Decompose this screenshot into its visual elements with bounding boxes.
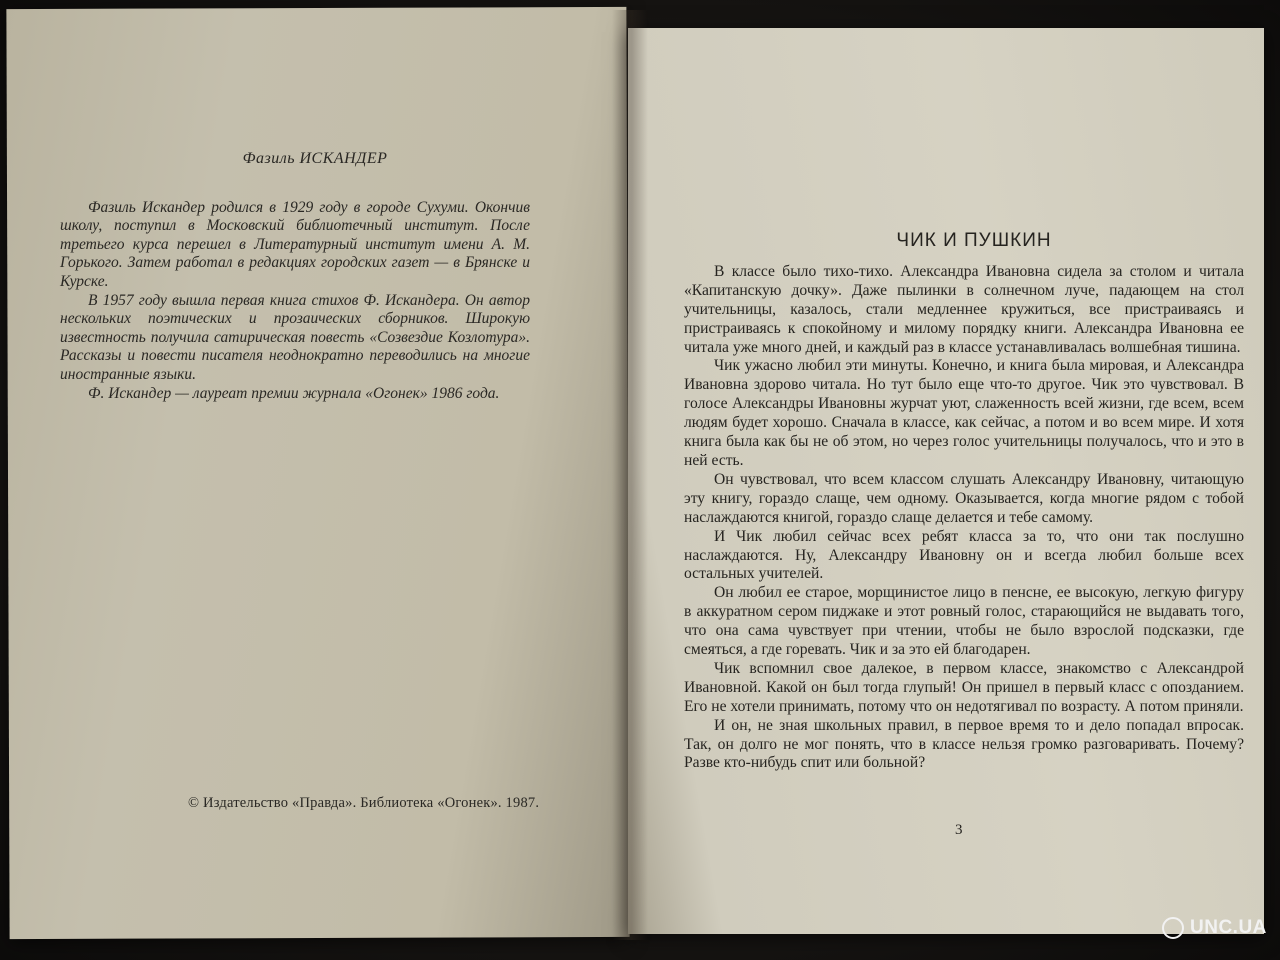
story-paragraph: Он любил ее старое, морщинистое лицо в пенсне, ее высокую, легкую фигуру в аккуратном сером пиджаке и этот ровный голос, старающийся не выдавать того, что она сама чувствует при чтении, чтобы не было взрослой подсказки, где смеяться, а где горевать. Чик и за это ей благодарен. xyxy=(684,584,1244,659)
book-spine xyxy=(612,10,648,940)
author-heading: Фазиль ИСКАНДЕР xyxy=(242,150,388,167)
story-paragraph: Он чувствовал, что всем классом слушать Александру Ивановну, читающую эту книгу, гораздо слаще, чем одному. Оказывается, когда многие рядом с тобой наслаждаются книгой, гораздо слаще делается и тебе самому. xyxy=(684,470,1244,526)
author-bio-section xyxy=(60,150,530,403)
bio-paragraph: Ф. Искандер — лауреат премии журнала «Огонек» 1986 года. xyxy=(88,384,500,402)
story-text xyxy=(684,263,1244,773)
page-number: 3 xyxy=(955,822,963,838)
story-paragraph: И Чик любил сейчас всех ребят класса за то, что они так послушно наслаждаются. Ну, Александру Ивановну он и всегда любил больше всех остальных учителей. xyxy=(684,527,1244,583)
story-section xyxy=(684,232,1244,773)
story-paragraph: Чик ужасно любил эти минуты. Конечно, и книга была мировая, и Александра Ивановна здорово читала. Но тут было еще что-то другое. Чик это чувствовал. В голосе Александры Ивановны журчат уют, слаженность всей жизни, где всем, всем людям будет хорошо. Сначала в классе, как сейчас, а потом и во всем мире. И хотя книга была как бы не об этом, но через голос учительницы получалось, что и это в ней есть. xyxy=(684,357,1244,469)
story-title: ЧИК И ПУШКИН xyxy=(896,230,1052,251)
bio-paragraph: Фазиль Искандер родился в 1929 году в городе Сухуми. Окончив школу, поступил в Московский библиотечный институт. После третьего курса перешел в Литературный институт имени А. М. Горького. Затем работал в редакциях городских газет — в Брянске и Курске. xyxy=(60,198,530,290)
globe-logo-icon xyxy=(1162,917,1184,939)
story-paragraph: В классе было тихо-тихо. Александра Ивановна сидела за столом и читала «Капитанскую дочку». Даже пылинки в солнечном луче, падающем на стол учительницы, казалось, стали медленнее кружиться, все пристраиваясь и пристраиваясь к спокойному и милому порядку книги. Александра Ивановна ее читала уже много дней, и каждый раз в классе устанавливалась волшебная тишина. xyxy=(684,262,1244,356)
bio-paragraph: В 1957 году вышла первая книга стихов Ф. Искандера. Он автор нескольких поэтических и прозаических сборников. Широкую известность получила сатирическая повесть «Созвездие Козлотура». Рассказы и повести писателя неоднократно переводились на многие иностранные языки. xyxy=(60,291,530,383)
watermark xyxy=(1162,908,1267,948)
story-paragraph: И он, не зная школьных правил, в первое время то и дело попадал впросак. Так, он долго не мог понять, что в классе нельзя громко разговаривать. Почему? Разве кто-нибудь спит или больной? xyxy=(684,716,1244,772)
story-paragraph: Чик вспомнил свое далекое, в первом классе, знакомство с Александрой Ивановной. Какой он был тогда глупый! Он пришел в первый класс с опозданием. Его не хотели принимать, потому что он недотягивал по возрасту. А потом приняли. xyxy=(684,659,1244,715)
copyright-line: © Издательство «Правда». Библиотека «Огонек». 1987. xyxy=(188,795,540,811)
watermark-text: UNC.UA xyxy=(1190,917,1267,938)
author-bio xyxy=(60,199,530,404)
